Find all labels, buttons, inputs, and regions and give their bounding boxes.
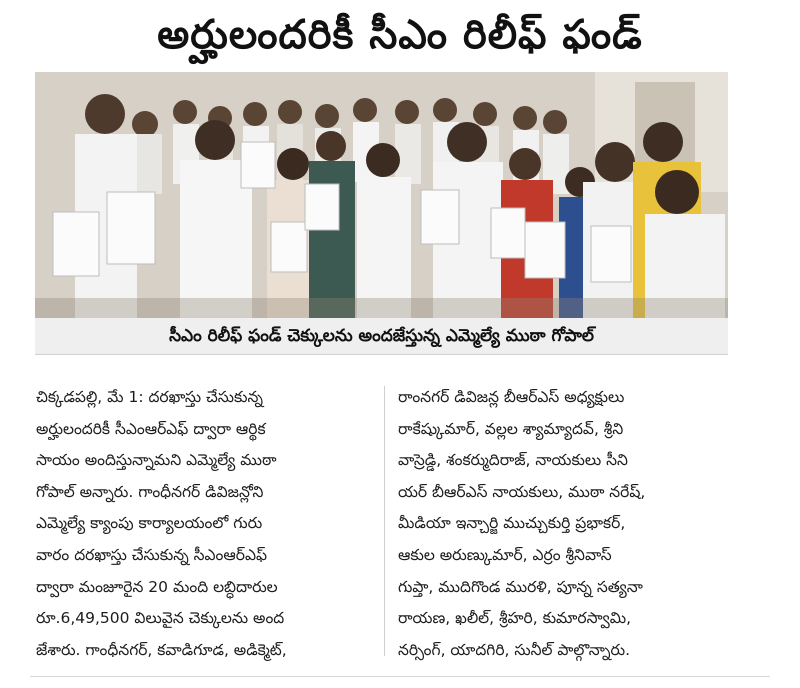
body-line: మీడియా ఇన్చార్జి ముచ్చుకుర్తి ప్రభాకర్, <box>398 514 626 533</box>
body-line: రాయణ, ఖలీల్, శ్రీహరి, కుమారస్వామి, <box>398 609 632 628</box>
body-line: జేశారు. గాంధీనగర్, కవాడిగూడ, అడిక్మెట్, <box>36 640 287 659</box>
body-line: ద్వారా మంజూరైన 20 మంది లబ్ధిదారుల <box>36 577 278 596</box>
article-column-left <box>36 382 381 666</box>
body-line: రూ.6,49,500 విలువైన చెక్కులను అంద <box>36 609 285 628</box>
body-line: యర్ బీఆర్ఎస్ నాయకులు, ముఠా నరేష్, <box>398 482 646 501</box>
body-line: రాంనగర్ డివిజన్ల బీఆర్ఎస్ అధ్యక్షులు <box>398 388 625 406</box>
body-line: అర్హులందరికీ సీఎంఆర్ఎఫ్ ద్వారా ఆర్థిక <box>36 419 266 438</box>
body-line: చిక్కడపల్లి, మే 1: దరఖాస్తు చేసుకున్న <box>36 388 263 406</box>
column-divider <box>384 386 385 656</box>
bottom-divider <box>30 676 770 677</box>
body-line: గోపాల్ అన్నారు. గాంధీనగర్ డివిజన్లోని <box>36 482 264 501</box>
body-line: నర్సింగ్, యాదగిరి, సునీల్ పాల్గొన్నారు. <box>398 640 630 659</box>
article-headline: అర్హులందరికీ సీఎం రిలీఫ్ ఫండ్ <box>157 12 643 58</box>
group-photo-illustration <box>35 72 728 318</box>
body-line: ఎమ్మెల్యే క్యాంపు కార్యాలయంలో గురు <box>36 514 263 533</box>
photo-caption: సీఎం రిలీఫ్ ఫండ్ చెక్కులను అందజేస్తున్న ఎమ్మెల్యే ముఠా గోపాల్ <box>35 318 728 355</box>
body-line: వాస్రెడ్డి, శంకర్ముదిరాజ్, నాయకులు సీని <box>398 451 628 470</box>
body-line: ఆకుల అరుణ్కుమార్, ఎర్రం శ్రీనివాస్ <box>398 545 612 564</box>
body-line: సాయం అందిస్తున్నామని ఎమ్మెల్యే ముఠా <box>36 451 277 470</box>
article-column-right <box>398 382 743 666</box>
body-line: వారం దరఖాస్తు చేసుకున్న సీఎంఆర్ఎఫ్ <box>36 545 267 564</box>
body-line: గుప్తా, ముదిగొండ మురళి, పూన్న సత్యనా <box>398 577 643 596</box>
news-photo <box>35 72 728 318</box>
body-line: రాకేష్కుమార్, వల్లల శ్యామ్యాదవ్, శ్రీని <box>398 419 624 438</box>
